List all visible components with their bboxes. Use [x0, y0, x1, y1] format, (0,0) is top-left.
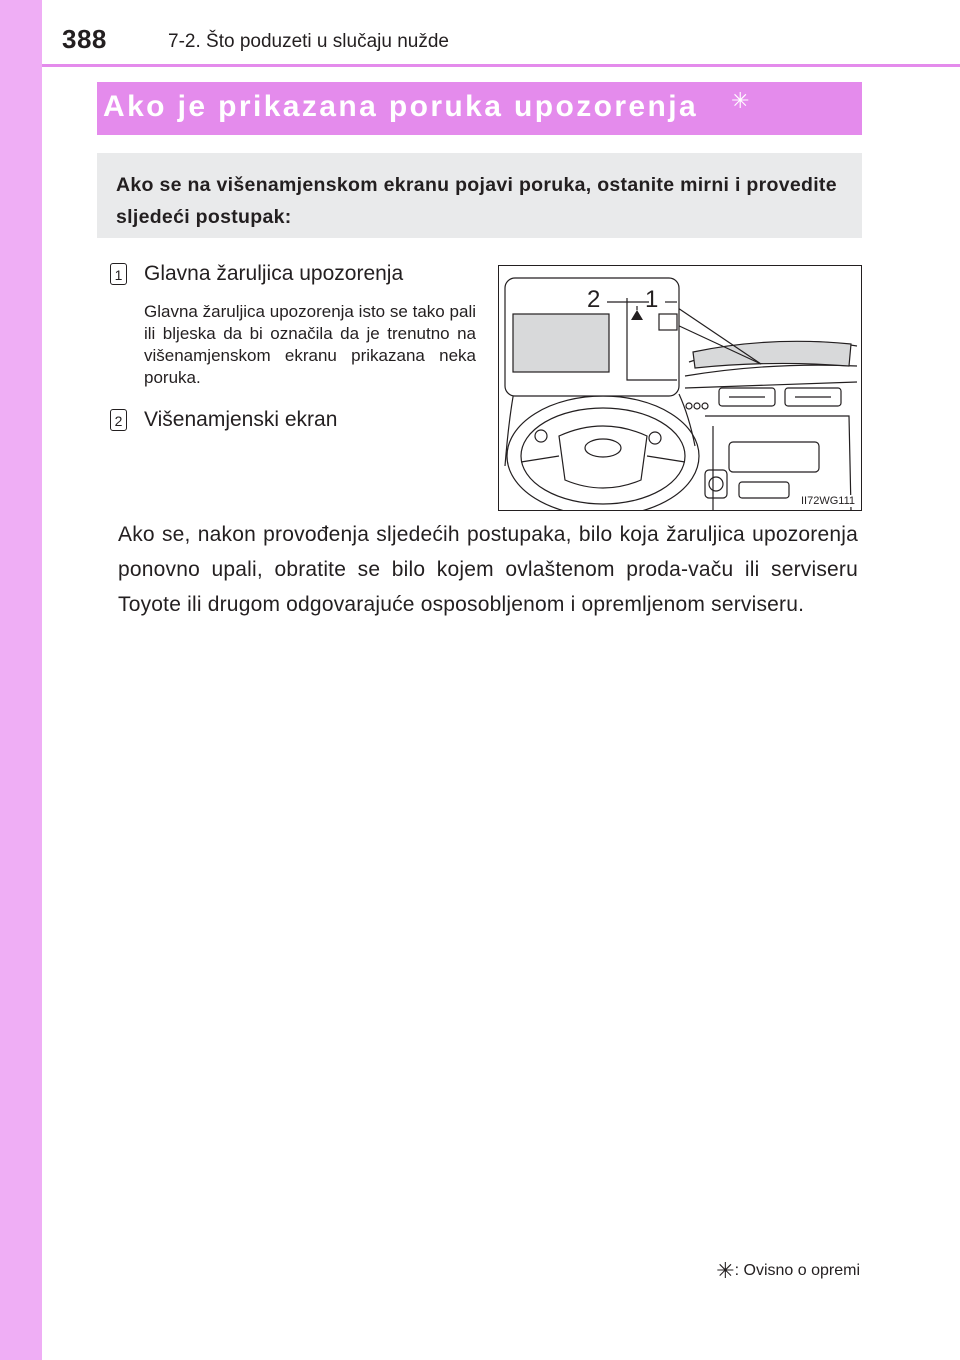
- intro-text: Ako se na višenamjenskom ekranu pojavi poruka, ostanite mirni i provedite sljedeći postupak:: [116, 174, 837, 228]
- section-title: Ako je prikazana poruka upozorenja: [103, 90, 699, 123]
- item-number-badge: 1: [110, 263, 127, 285]
- item-number-badge: 2: [110, 409, 127, 431]
- footnote: [716, 1258, 860, 1284]
- figure-code: II72WG111: [800, 495, 855, 507]
- item-label-multi-display: Višenamjenski ekran: [144, 408, 338, 431]
- body-paragraph: Ako se, nakon provođenja sljedećih postupaka, bilo koja žaruljica upozorenja ponovno upali, obratite se bilo kojem ovlaštenom proda-vaču ili serviseru Toyote ili drugom odgovarajuće osposobljenom i opremljenom serviseru.: [118, 523, 858, 616]
- figure-callout-2: 2: [587, 286, 601, 313]
- chapter-title: 7-2. Što poduzeti u slučaju nužde: [168, 31, 449, 52]
- equipment-asterisk-icon: ✳: [731, 88, 750, 113]
- footnote-text: : Ovisno o opremi: [734, 1262, 860, 1279]
- dashboard-drawing: [499, 266, 861, 510]
- chapter-side-tab: [0, 0, 42, 1360]
- page-number: 388: [62, 24, 107, 54]
- header-divider: [42, 64, 960, 67]
- item-description-warning-light: Glavna žaruljica upozorenja isto se tako pali ili bljeska da bi označila da je trenutno na višenamjenskom ekranu prikazana neka poruka.: [144, 302, 476, 387]
- intro-box: [97, 153, 862, 238]
- item-label-warning-light: Glavna žaruljica upozorenja: [144, 262, 404, 285]
- section-banner: [97, 82, 862, 135]
- footnote-asterisk-icon: ✳: [716, 1258, 735, 1283]
- figure-callout-1: 1: [645, 286, 659, 313]
- dashboard-illustration: [498, 265, 862, 511]
